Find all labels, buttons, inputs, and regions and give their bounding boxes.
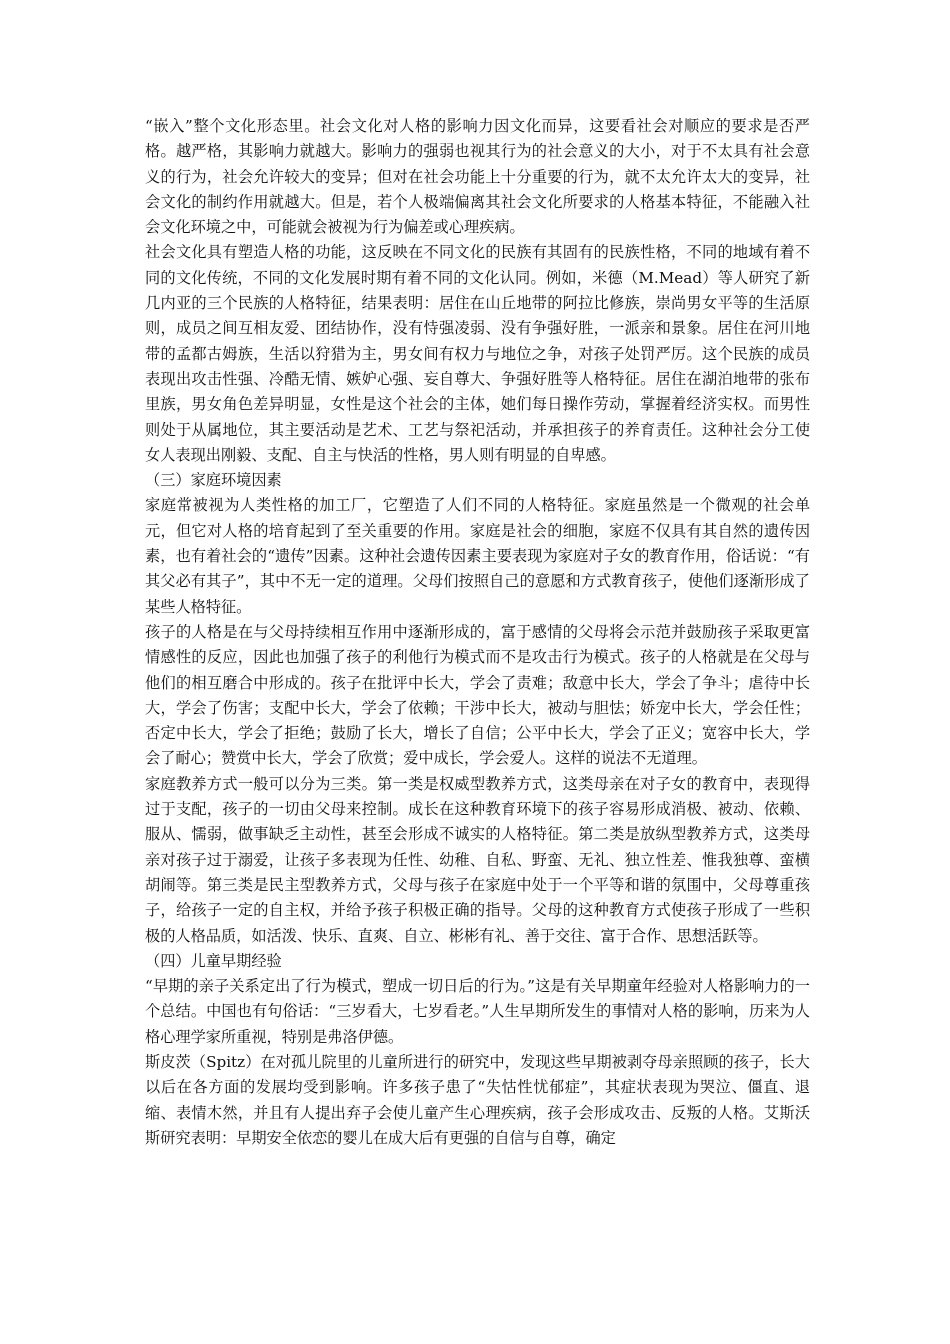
body-paragraph: 斯皮茨（Spitz）在对孤儿院里的儿童所进行的研究中，发现这些早期被剥夺母亲照顾的孩子，长大以后在各方面的发展均受到影响。许多孩子患了“失怙性忧郁症”，其症状表现为哭泣、僵直、退缩、表情木然，并且有人提出弃子会使儿童产生心理疾病，孩子会形成攻击、反叛的人格。艾斯沃斯研究表明：早期安全依恋的婴儿在成大后有更强的自信与自尊，确定 xyxy=(145,1052,810,1147)
section-heading: （四）儿童早期经验 xyxy=(145,951,282,970)
document-page xyxy=(145,114,810,1151)
body-paragraph: 孩子的人格是在与父母持续相互作用中逐渐形成的，富于感情的父母将会示范并鼓励孩子采取更富情感性的反应，因此也加强了孩子的利他行为模式而不是攻击行为模式。孩子的人格就是在父母与他们的相互磨合中形成的。孩子在批评中长大，学会了责难；敌意中长大，学会了争斗；虐待中长大，学会了伤害；支配中长大，学会了依赖；干涉中长大，被动与胆怯；娇宠中长大，学会任性；否定中长大，学会了拒绝；鼓励了长大，增长了自信；公平中长大，学会了正义；宽容中长大，学会了耐心；赞赏中长大，学会了欣赏；爱中成长，学会爱人。这样的说法不无道理。 xyxy=(145,622,810,768)
body-paragraph: 社会文化具有塑造人格的功能，这反映在不同文化的民族有其固有的民族性格，不同的地域有着不同的文化传统，不同的文化发展时期有着不同的文化认同。例如，米德（M.Mead）等人研究了新几内亚的三个民族的人格特征，结果表明：居住在山丘地带的阿拉比修族，崇尚男女平等的生活原则，成员之间互相友爱、团结协作，没有恃强凌弱、没有争强好胜，一派亲和景象。居住在河川地带的孟都古姆族，生活以狩猎为主，男女间有权力与地位之争，对孩子处罚严厉。这个民族的成员表现出攻击性强、冷酷无情、嫉妒心强、妄自尊大、争强好胜等人格特征。居住在湖泊地带的张布里族，男女角色差异明显，女性是这个社会的主体，她们每日操作劳动，掌握着经济实权。而男性则处于从属地位，其主要活动是艺术、工艺与祭祀活动，并承担孩子的养育责任。这种社会分工使女人表现出刚毅、支配、自主与快活的性格，男人则有明显的自卑感。 xyxy=(145,243,810,464)
body-paragraph: “早期的亲子关系定出了行为模式，塑成一切日后的行为。”这是有关早期童年经验对人格影响力的一个总结。中国也有句俗话：“三岁看大，七岁看老。”人生早期所发生的事情对人格的影响，历来为人格心理学家所重视，特别是弗洛伊德。 xyxy=(145,977,810,1046)
section-heading: （三）家庭环境因素 xyxy=(145,471,282,490)
body-paragraph: “嵌入”整个文化形态里。社会文化对人格的影响力因文化而异，这要看社会对顺应的要求是否严格。越严格，其影响力就越大。影响力的强弱也视其行为的社会意义的大小，对于不太具有社会意义的行为，社会允许较大的变异；但对在社会功能上十分重要的行为，就不太允许太大的变异，社会文化的制约作用就越大。但是，若个人极端偏离其社会文化所要求的人格基本特征，不能融入社会文化环境之中，可能就会被视为行为偏差或心理疾病。 xyxy=(145,117,810,237)
body-paragraph: 家庭教养方式一般可以分为三类。第一类是权威型教养方式，这类母亲在对子女的教育中，表现得过于支配，孩子的一切由父母来控制。成长在这种教育环境下的孩子容易形成消极、被动、依赖、服从、懦弱，做事缺乏主动性，甚至会形成不诚实的人格特征。第二类是放纵型教养方式，这类母亲对孩子过于溺爱，让孩子多表现为任性、幼稚、自私、野蛮、无礼、独立性差、惟我独尊、蛮横胡闹等。第三类是民主型教养方式，父母与孩子在家庭中处于一个平等和谐的氛围中，父母尊重孩子，给孩子一定的自主权，并给予孩子积极正确的指导。父母的这种教育方式使孩子形成了一些积极的人格品质，如活泼、快乐、直爽、自立、彬彬有礼、善于交往、富于合作、思想活跃等。 xyxy=(145,774,810,945)
body-paragraph: 家庭常被视为人类性格的加工厂，它塑造了人们不同的人格特征。家庭虽然是一个微观的社会单元，但它对人格的培育起到了至关重要的作用。家庭是社会的细胞，家庭不仅具有其自然的遗传因素，也有着社会的“遗传”因素。这种社会遗传因素主要表现为家庭对子女的教育作用，俗话说：“有其父必有其子”，其中不无一定的道理。父母们按照自己的意愿和方式教育孩子，使他们逐渐形成了某些人格特征。 xyxy=(145,496,810,616)
